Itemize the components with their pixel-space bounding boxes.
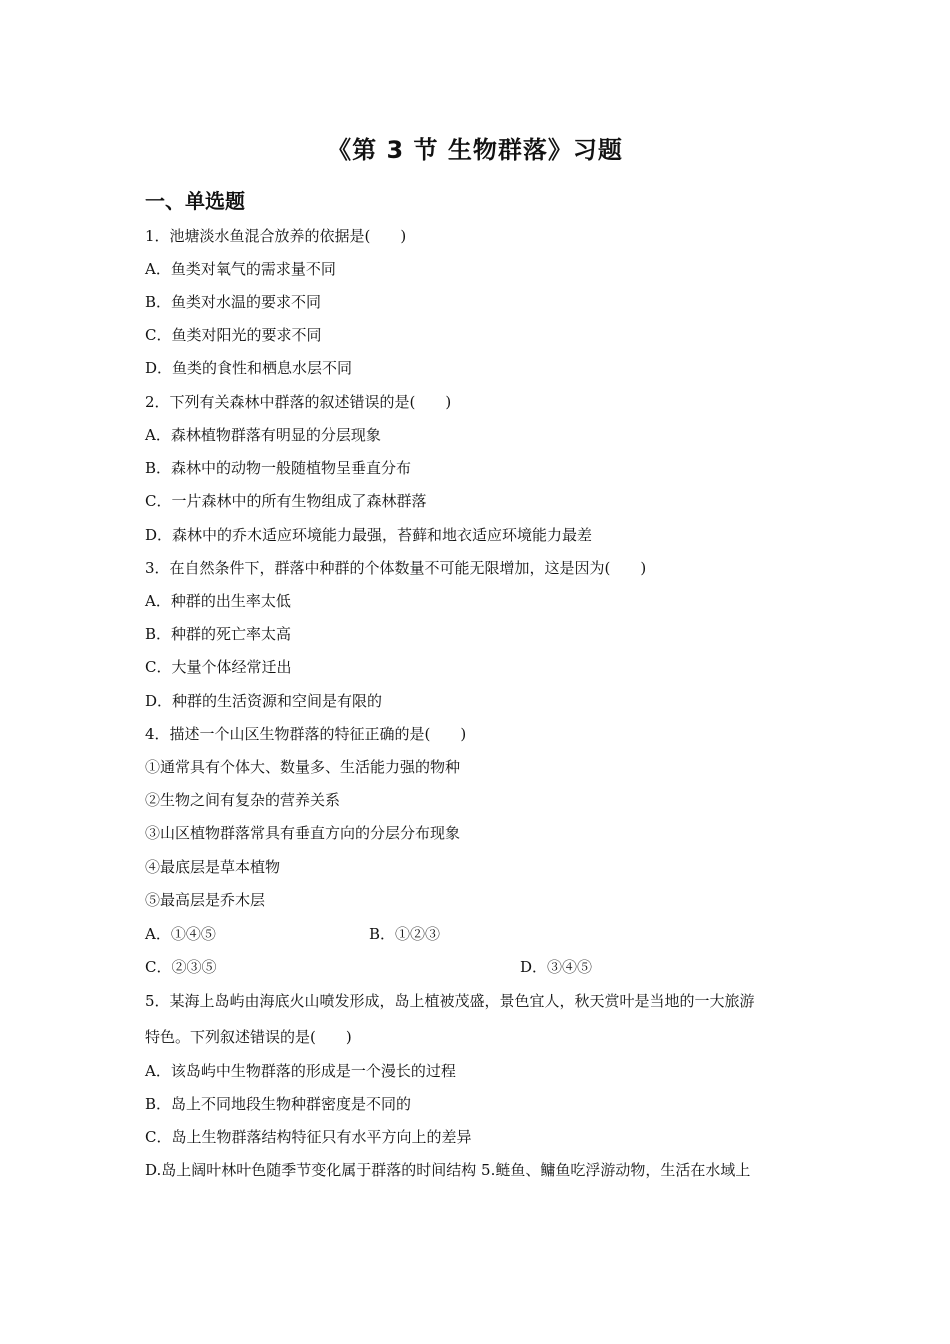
question-5-stem-line-2: 特色。下列叙述错误的是( ) [145, 1028, 352, 1046]
question-2-stem: 2．下列有关森林中群落的叙述错误的是( ) [145, 393, 452, 411]
question-1-option-c: C．鱼类对阳光的要求不同 [145, 326, 322, 344]
question-4-option-c: C．②③⑤ [145, 958, 217, 976]
question-1-option-b: B．鱼类对水温的要求不同 [145, 293, 322, 311]
question-2-option-a: A．森林植物群落有明显的分层现象 [145, 426, 381, 444]
question-5-option-c: C．岛上生物群落结构特征只有水平方向上的差异 [145, 1128, 472, 1146]
question-4-item-1: ①通常具有个体大、数量多、生活能力强的物种 [145, 758, 461, 776]
question-3-option-d: D．种群的生活资源和空间是有限的 [145, 692, 383, 710]
question-5-option-b: B．岛上不同地段生物种群密度是不同的 [145, 1095, 412, 1113]
question-5-option-a: A．该岛屿中生物群落的形成是一个漫长的过程 [145, 1062, 456, 1080]
question-3-option-c: C．大量个体经常迁出 [145, 658, 292, 676]
question-3-option-a: A．种群的出生率太低 [145, 592, 291, 610]
page-title: 《第 3 节 生物群落》习题 [327, 136, 623, 164]
question-4-item-2: ②生物之间有复杂的营养关系 [145, 791, 341, 809]
question-5-stem-line-1: 5．某海上岛屿由海底火山喷发形成，岛上植被茂盛，景色宜人，秋天赏叶是当地的一大旅游 [145, 992, 755, 1010]
question-1-stem: 1．池塘淡水鱼混合放养的依据是( ) [145, 227, 407, 245]
question-4-item-4: ④最底层是草本植物 [145, 858, 281, 876]
question-1-option-a: A．鱼类对氧气的需求量不同 [145, 260, 336, 278]
question-3-stem: 3．在自然条件下，群落中种群的个体数量不可能无限增加，这是因为( ) [145, 559, 647, 577]
section-heading: 一、单选题 [145, 189, 245, 213]
question-4-item-3: ③山区植物群落常具有垂直方向的分层分布现象 [145, 824, 461, 842]
question-2-option-c: C．一片森林中的所有生物组成了森林群落 [145, 492, 427, 510]
question-1-option-d: D．鱼类的食性和栖息水层不同 [145, 359, 353, 377]
question-3-option-b: B．种群的死亡率太高 [145, 625, 292, 643]
question-4-option-a: A．①④⑤ [145, 925, 216, 943]
question-5-option-d: D.岛上阔叶林叶色随季节变化属于群落的时间结构 5.鲢鱼、鳙鱼吃浮游动物，生活在水域上 [145, 1161, 751, 1179]
question-4-option-b: B．①②③ [369, 925, 441, 943]
question-4-item-5: ⑤最高层是乔木层 [145, 891, 266, 909]
question-2-option-b: B．森林中的动物一般随植物呈垂直分布 [145, 459, 412, 477]
question-2-option-d: D．森林中的乔木适应环境能力最强，苔藓和地衣适应环境能力最差 [145, 526, 593, 544]
question-4-stem: 4．描述一个山区生物群落的特征正确的是( ) [145, 725, 467, 743]
question-4-option-d: D．③④⑤ [520, 958, 593, 976]
